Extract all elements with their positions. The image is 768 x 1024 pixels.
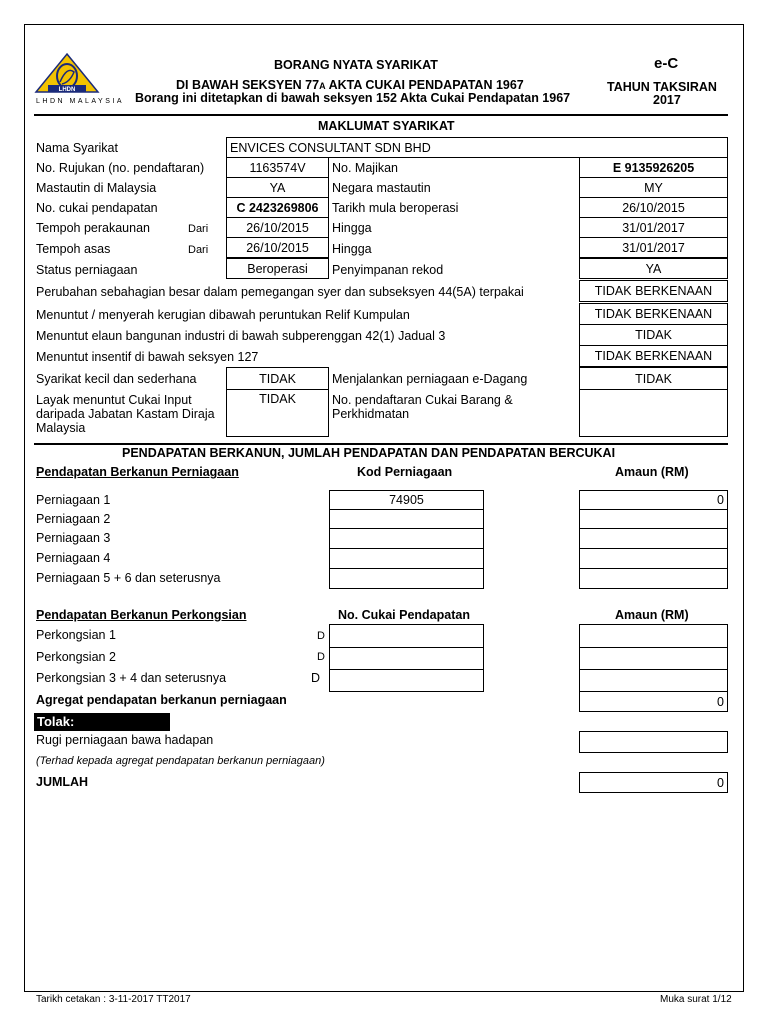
assessment-year: 2017 — [653, 93, 681, 107]
partnership-2-taxno[interactable] — [329, 647, 484, 670]
tax-no-label: No. cukai pendapatan — [36, 201, 158, 215]
business-2-amount[interactable] — [579, 509, 728, 529]
logo-caption: LHDN MALAYSIA — [36, 98, 124, 105]
income-divider — [34, 443, 728, 445]
partnership-2-amount[interactable] — [579, 647, 728, 670]
gst-field[interactable] — [579, 389, 728, 437]
header-divider — [34, 114, 728, 116]
business-5-amount[interactable] — [579, 568, 728, 589]
q4-label: Menuntut insentif di bawah seksyen 127 — [36, 350, 259, 364]
partnership-1-amount[interactable] — [579, 624, 728, 648]
business-3-label: Perniagaan 3 — [36, 531, 111, 545]
acc-from-field[interactable]: 26/10/2015 — [226, 217, 329, 238]
code-heading: Kod Perniagaan — [357, 465, 453, 479]
business-4-amount[interactable] — [579, 548, 728, 569]
basis-from-label: Dari — [188, 244, 209, 256]
partnership-1-taxno[interactable] — [329, 624, 484, 648]
business-3-amount[interactable] — [579, 528, 728, 549]
partnership-2-label: Perkongsian 2 — [36, 650, 116, 664]
company-name-label: Nama Syarikat — [36, 141, 118, 155]
country-label: Negara mastautin — [332, 181, 431, 195]
business-1-code[interactable]: 74905 — [329, 490, 484, 510]
input-tax-label-2: daripada Jabatan Kastam Diraja — [36, 407, 215, 421]
basis-to-field[interactable]: 31/01/2017 — [579, 237, 728, 258]
partnership-1-prefix: D — [317, 630, 325, 642]
acc-from-label: Dari — [188, 223, 209, 235]
business-5-label: Perniagaan 5 + 6 dan seterusnya — [36, 571, 221, 585]
input-tax-label-3: Malaysia — [36, 421, 86, 435]
subtitle-1-a: A — [319, 81, 326, 91]
employer-no-label: No. Majikan — [332, 161, 398, 175]
records-field[interactable]: YA — [579, 258, 728, 279]
subtitle-1-pre: DI BAWAH SEKSYEN 77 — [176, 78, 320, 92]
svg-text:LHDN: LHDN — [58, 87, 76, 93]
start-date-field[interactable]: 26/10/2015 — [579, 197, 728, 218]
aggregate-label: Agregat pendapatan berkanun perniagaan — [36, 693, 287, 707]
section-title-income: PENDAPATAN BERKANUN, JUMLAH PENDAPATAN DAN PENDAPATAN BERCUKAI — [122, 446, 616, 460]
amount-heading: Amaun (RM) — [615, 465, 689, 479]
loss-label: Rugi perniagaan bawa hadapan — [36, 733, 214, 747]
year-label: TAHUN TAKSIRAN — [607, 80, 717, 94]
status-label: Status perniagaan — [36, 263, 138, 277]
q2-field[interactable]: TIDAK BERKENAAN — [579, 303, 728, 325]
q2-label: Menuntut / menyerah kerugian dibawah peruntukan Relif Kumpulan — [36, 308, 410, 322]
partnership-2-prefix: D — [317, 651, 325, 663]
ecom-label: Menjalankan perniagaan e-Dagang — [332, 372, 528, 386]
acc-period-label: Tempoh perakaunan — [36, 221, 150, 235]
partnership-heading: Pendapatan Berkanun Perkongsian — [36, 608, 247, 622]
reg-no-label: No. Rujukan (no. pendaftaran) — [36, 161, 205, 175]
print-date: Tarikh cetakan : 3-11-2017 TT2017 — [36, 994, 191, 1005]
business-1-label: Perniagaan 1 — [36, 493, 111, 507]
taxno-heading: No. Cukai Pendapatan — [338, 608, 470, 622]
status-field[interactable]: Beroperasi — [226, 258, 329, 279]
basis-period-label: Tempoh asas — [36, 242, 111, 256]
loss-field[interactable] — [579, 731, 728, 753]
business-4-label: Perniagaan 4 — [36, 551, 111, 565]
amount-heading-2: Amaun (RM) — [615, 608, 689, 622]
business-heading: Pendapatan Berkanun Perniagaan — [36, 465, 239, 479]
q1-label: Perubahan sebahagian besar dalam pemegangan syer dan subseksyen 44(5A) terpakai — [36, 285, 524, 299]
business-2-code[interactable] — [329, 509, 484, 529]
form-title: BORANG NYATA SYARIKAT — [274, 58, 438, 72]
input-tax-label-1: Layak menuntut Cukai Input — [36, 393, 192, 407]
business-3-code[interactable] — [329, 528, 484, 549]
less-banner: Tolak: — [34, 713, 170, 731]
resident-label: Mastautin di Malaysia — [36, 181, 157, 195]
form-code: e-C — [654, 55, 679, 72]
gst-label-1: No. pendaftaran Cukai Barang & — [332, 393, 513, 407]
partnership-3-amount[interactable] — [579, 669, 728, 692]
input-tax-field[interactable]: TIDAK — [226, 389, 329, 437]
form-subtitle-2: Borang ini ditetapkan di bawah seksyen 152 Akta Cukai Pendapatan 1967 — [135, 91, 571, 105]
resident-field[interactable]: YA — [226, 177, 329, 198]
q3-field[interactable]: TIDAK — [579, 324, 728, 346]
basis-to-label: Hingga — [332, 242, 372, 256]
business-5-code[interactable] — [329, 568, 484, 589]
aggregate-field[interactable]: 0 — [579, 691, 728, 712]
q3-label: Menuntut elaun bangunan industri di bawah subperenggan 42(1) Jadual 3 — [36, 329, 446, 343]
q1-field[interactable]: TIDAK BERKENAAN — [579, 280, 728, 302]
sme-label: Syarikat kecil dan sederhana — [36, 372, 197, 386]
country-field[interactable]: MY — [579, 177, 728, 198]
partnership-3-label: Perkongsian 3 + 4 dan seterusnya — [36, 671, 227, 685]
total-field[interactable]: 0 — [579, 772, 728, 793]
page-number: Muka surat 1/12 — [660, 994, 732, 1005]
acc-to-label: Hingga — [332, 221, 372, 235]
loss-note: (Terhad kepada agregat pendapatan berkanun perniagaan) — [36, 755, 325, 767]
reg-no-field[interactable]: 1163574V — [226, 157, 329, 178]
ecom-field[interactable]: TIDAK — [579, 367, 728, 390]
partnership-3-prefix: D — [311, 671, 321, 685]
partnership-1-label: Perkongsian 1 — [36, 628, 116, 642]
partnership-3-taxno[interactable] — [329, 669, 484, 692]
business-2-label: Perniagaan 2 — [36, 512, 111, 526]
start-date-label: Tarikh mula beroperasi — [332, 201, 459, 215]
basis-from-field[interactable]: 26/10/2015 — [226, 237, 329, 258]
section-title-company: MAKLUMAT SYARIKAT — [318, 119, 455, 133]
sme-field[interactable]: TIDAK — [226, 367, 329, 390]
gst-label-2: Perkhidmatan — [332, 407, 410, 421]
business-1-amount[interactable]: 0 — [579, 490, 728, 510]
subtitle-1-post: AKTA CUKAI PENDAPATAN 1967 — [325, 78, 524, 92]
total-label: JUMLAH — [36, 775, 89, 789]
acc-to-field[interactable]: 31/01/2017 — [579, 217, 728, 238]
tax-no-field[interactable]: C 2423269806 — [226, 197, 329, 218]
q4-field[interactable]: TIDAK BERKENAAN — [579, 345, 728, 367]
records-label: Penyimpanan rekod — [332, 263, 444, 277]
business-4-code[interactable] — [329, 548, 484, 569]
company-name-field[interactable]: ENVICES CONSULTANT SDN BHD — [226, 137, 728, 158]
employer-no-field[interactable]: E 9135926205 — [579, 157, 728, 178]
